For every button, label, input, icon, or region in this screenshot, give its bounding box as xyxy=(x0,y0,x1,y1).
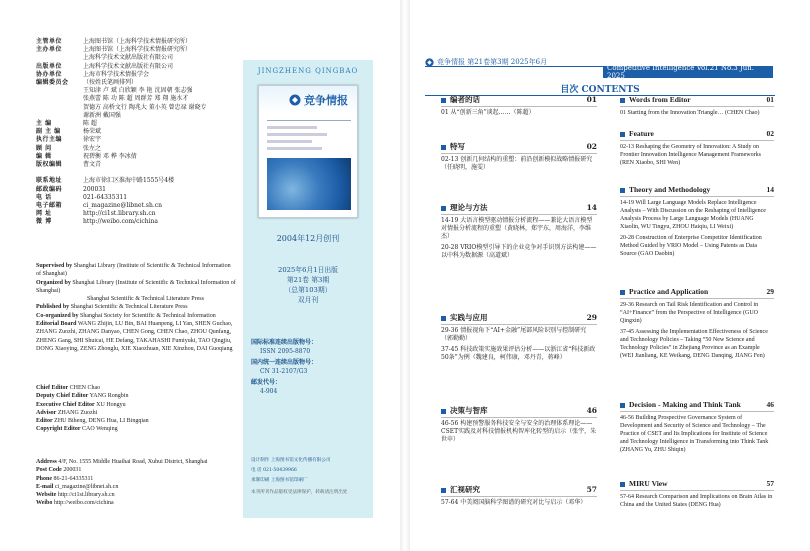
masthead-row xyxy=(36,194,127,202)
masthead-key: 执行主编 xyxy=(36,136,63,144)
masthead-key xyxy=(36,87,83,95)
masthead-en-line xyxy=(36,466,236,474)
masthead-key: 邮政编码 xyxy=(36,185,63,193)
masthead-en-value: CAO Wenqing xyxy=(80,426,118,433)
masthead-en-line xyxy=(36,458,236,466)
section-marker-icon xyxy=(620,132,625,137)
masthead-value: 张燕蕾 陈 功 陈 超 周群芳 郑 翔 施水才 xyxy=(83,95,189,103)
section-marker-icon xyxy=(441,98,446,103)
toc-entry[interactable]: 46-56 Building Prospective Governance System of Development and Security of Science and Technology – The Practice of CSET and Its Implications for Institute of Science and Technology Intelligence in Transforming into Think Tank (ZHANG Yu, ZHU Shiqin) xyxy=(620,415,769,453)
section-marker-icon xyxy=(441,488,446,493)
masthead-en-value: Shanghai Scientific & Technical Literature Press xyxy=(69,304,188,311)
masthead-en-line xyxy=(36,409,236,417)
masthead-row xyxy=(36,218,158,226)
masthead-en-value: Shanghai Library (Institute of Scientific & Technical Information of Shanghai) xyxy=(36,263,231,278)
masthead-value: 上海市徐汇区淮海中路1555号4楼 xyxy=(83,177,175,185)
masthead-row xyxy=(36,38,191,46)
toc-section xyxy=(441,96,597,120)
masthead-row xyxy=(36,54,173,62)
toc-section-title: Decision - Making and Think Tank xyxy=(629,400,741,409)
toc-section-header[interactable] xyxy=(620,288,774,299)
toc-section-header[interactable] xyxy=(620,186,774,197)
toc-section-title: 决策与智库 xyxy=(450,406,488,415)
masthead-key: 编辑委员会 xyxy=(36,79,69,86)
masthead-en-key: Organized by xyxy=(36,279,71,286)
section-marker-icon xyxy=(441,206,446,211)
copyright-note: 本刊所刊作品版权受法律保护，转载请注明出处 xyxy=(251,490,348,495)
cn-value: CN 31-2107/G3 xyxy=(260,368,308,375)
masthead-key xyxy=(36,54,83,62)
toc-section-page: 02 xyxy=(766,129,774,138)
toc-entry[interactable]: 29-36 Research on Tail Risk Identification and Control in “AI+Finance” from the Perspective of Intelligence (GUO Qingxin) xyxy=(620,302,759,324)
masthead-en-value: Shanghai Library (Institute of Scientific & Technical Information of Shanghai) xyxy=(36,279,236,294)
masthead-en-value: Shanghai Scientific & Technical Literature Press xyxy=(87,296,204,303)
masthead-key: 副 主 编 xyxy=(36,128,61,136)
masthead-value: http://weibo.com/cichina xyxy=(83,218,158,226)
toc-section-page: 57 xyxy=(766,479,774,488)
masthead-en-value: YANG Rongbin xyxy=(88,393,129,400)
toc-section-header[interactable] xyxy=(620,96,774,107)
toc-section-header[interactable] xyxy=(441,486,597,497)
masthead-en-line xyxy=(36,279,236,296)
masthead-en-line xyxy=(36,491,236,499)
masthead-key: 协办单位 xyxy=(36,70,63,78)
section-marker-icon xyxy=(620,290,625,295)
masthead-en-line xyxy=(36,401,236,409)
post-value: 4-904 xyxy=(260,388,278,395)
masthead-en-value: ZHU Biheng, DENG Hua, LI Bingqian xyxy=(52,418,149,425)
toc-entry[interactable]: 37-45 科技政策实施效果评估分析——以浙江省“科技新政50条”为例（魏建良，柯伟康，邓丹青，蒋峰） xyxy=(441,346,596,361)
masthead-key xyxy=(36,104,83,112)
printer-credit: 承制印刷 上海图书馆印刷厂 xyxy=(251,478,308,483)
toc-entry[interactable]: 57-64 Research Comparison and Implications on Brain Atlas in China and the United States (DENG Hua) xyxy=(620,494,773,508)
toc-section-header[interactable] xyxy=(441,407,597,418)
masthead-en-line xyxy=(36,384,236,392)
masthead-en-line xyxy=(36,295,236,303)
masthead-en-key: Weibo xyxy=(36,500,53,507)
masthead-row xyxy=(36,79,137,87)
journal-header-cn xyxy=(425,58,600,66)
toc-section-header[interactable] xyxy=(620,401,774,412)
toc-entry[interactable]: 20-28 Construction of Enterprise Competitor Identification Method Guided by VRIO Model – Using Patents as Data Source (GAO Daobin) xyxy=(620,235,762,257)
masthead-value: 上海科学技术文献出版社有限公司 xyxy=(83,62,174,70)
toc-section xyxy=(441,314,597,365)
masthead-row xyxy=(36,71,149,79)
toc-section-page: 46 xyxy=(586,406,597,415)
cover-image xyxy=(258,85,358,218)
masthead-en-line xyxy=(36,417,236,425)
masthead-en-key: Editor xyxy=(36,418,53,425)
masthead-value: 谢新洲 戴国强 xyxy=(83,111,121,119)
toc-section-title: 汇视研究 xyxy=(450,485,480,494)
toc-section-title: Practice and Application xyxy=(629,287,709,296)
toc-section-page: 14 xyxy=(586,203,597,212)
masthead-row xyxy=(36,104,207,112)
masthead-en-line xyxy=(36,483,236,491)
toc-section-title: 编者的话 xyxy=(450,95,480,104)
toc-entry[interactable]: 46-56 构建预警服务科技安全与安全的治理体系理论——CSET实践及对科技情报机构智库化转型的启示（张宇，朱世申） xyxy=(441,420,597,443)
masthead-value: ci_magazine@libnet.sh.cn xyxy=(83,202,162,209)
masthead-en-key: Advisor xyxy=(36,409,57,416)
masthead-value: 上海市科学技术情报学会 xyxy=(83,70,150,78)
toc-section-title: MIRU View xyxy=(629,479,668,488)
toc-entry[interactable]: 29-36 情报视角下“AI+金融”尾部风险识别与控制研究（郭勤勤） xyxy=(441,327,587,342)
masthead-en-line xyxy=(36,320,236,353)
masthead-en-key: Phone xyxy=(36,475,53,482)
toc-section-title: 理论与方法 xyxy=(450,203,488,212)
section-marker-icon xyxy=(620,482,625,487)
toc-entry[interactable]: 02-13 Reshaping the Geometry of Innovation: A Study on Frontier Innovation Intelligence Management Frameworks (REN Xiaobo, SHI Wen) xyxy=(620,144,761,166)
masthead-en-value: 200031 xyxy=(61,467,82,474)
masthead-key: 主 编 xyxy=(36,120,52,127)
toc-section-title: 特写 xyxy=(450,142,465,151)
journal-title-en: Competitive Intelligence Vol.21 No.3 Jun. 2025 xyxy=(607,64,755,80)
masthead-en-line xyxy=(36,262,236,279)
masthead-value: 贺德方 高桥文行 陶兆大 董小英 曾忠禄 谢晓专 xyxy=(83,103,207,111)
masthead-en-key: Chief Editor xyxy=(36,385,69,391)
toc-section-title: Theory and Methodology xyxy=(629,185,711,194)
masthead-row xyxy=(36,95,188,103)
masthead-row xyxy=(36,145,101,153)
masthead-row xyxy=(36,120,97,128)
toc-entry[interactable]: 57-64 中美阅国脑科学图谱的研究对比与启示（邓华） xyxy=(441,499,587,506)
toc-section-header[interactable] xyxy=(441,314,597,325)
toc-section xyxy=(620,480,774,512)
masthead-en-value: CHEN Chao xyxy=(68,385,101,391)
masthead-en-line xyxy=(36,475,236,483)
masthead-en-key: Website xyxy=(36,492,57,499)
toc-section xyxy=(620,288,774,363)
masthead-key: 电 话 xyxy=(36,193,52,201)
volume-issue: 第21卷 第3期 xyxy=(286,276,330,284)
masthead-en-value: http://ci1st.library.sh.cn xyxy=(56,492,115,499)
toc-section-title: Feature xyxy=(629,129,654,138)
masthead-en-key: E-mail xyxy=(36,483,54,490)
toc-section-page: 02 xyxy=(586,142,597,151)
masthead-en-line xyxy=(36,425,236,433)
design-phone: 电 话 021-50439966 xyxy=(251,468,297,473)
toc-section-header[interactable] xyxy=(441,96,597,107)
masthead-key: 编 辑 xyxy=(36,152,52,160)
masthead-value: 陈 超 xyxy=(83,120,97,127)
masthead-en-key: Copyright Editor xyxy=(36,426,81,433)
masthead-en-key: Deputy Chief Editor xyxy=(36,393,89,400)
issn-label: 国际标准连续出版物号： xyxy=(251,339,318,346)
masthead-key: 版权编辑 xyxy=(36,161,63,168)
masthead-en-value: http://weibo.com/cichina xyxy=(52,500,114,507)
masthead-row xyxy=(36,210,156,218)
logo-icon xyxy=(289,94,301,106)
masthead-en-value: ZHANG Zuozhi xyxy=(56,409,98,416)
issn-value: ISSN 2095-8870 xyxy=(260,348,311,355)
masthead-row xyxy=(36,177,174,185)
toc-entry[interactable]: 14-19 大语言模型驱动情报分析流程——兼论大语言模型对情报分析流程的重塑（黄晓林，郑宇东，周海洋，李维杰） xyxy=(441,217,593,240)
toc-section-header[interactable] xyxy=(620,480,774,491)
masthead-key: 主管单位 xyxy=(36,38,63,45)
masthead-value: 祝碧衡 邓 桦 李冰倩 xyxy=(83,152,137,160)
book-spine xyxy=(400,0,410,551)
toc-entry[interactable]: 02-13 创新几何结构的重塑：前沿创新模拟战略情报研究（任晓明，施雯） xyxy=(441,156,593,171)
masthead-value: 王知津 卢 斌 白欣颖 李 艳 沈固朝 张志强 xyxy=(83,87,193,95)
masthead-value: 曹文青 xyxy=(83,161,102,168)
toc-section xyxy=(441,204,597,263)
section-marker-icon xyxy=(441,145,446,150)
toc-section-page: 14 xyxy=(766,185,774,194)
cover-title: 竞争情报 xyxy=(304,93,348,107)
masthead-en-line xyxy=(36,303,236,311)
masthead-key: 顾 问 xyxy=(36,144,52,152)
masthead-value: （按姓氏笔画排列） xyxy=(83,79,138,86)
toc-section-title: Words from Editor xyxy=(629,95,691,104)
toc-section xyxy=(441,143,597,175)
toc-section xyxy=(441,486,597,510)
founded-date: 2004年12月创刊 xyxy=(276,234,340,243)
masthead-en-key: Address xyxy=(36,459,57,465)
section-marker-icon xyxy=(441,316,446,321)
journal-header-en xyxy=(603,66,773,78)
masthead-en-line xyxy=(36,312,236,320)
masthead-row xyxy=(36,161,101,169)
masthead-en-key: Executive Chief Editor xyxy=(36,401,95,408)
masthead-en-key: Post Code xyxy=(36,467,62,474)
masthead-key: 主办单位 xyxy=(36,46,63,54)
toc-section xyxy=(441,407,597,447)
cn-label: 国内统一连续出版物号： xyxy=(251,359,318,366)
toc-section xyxy=(620,186,774,261)
masthead-en-value: 86-21-64335311 xyxy=(52,475,94,482)
masthead-row xyxy=(36,186,106,194)
masthead-en-value: 4/F, No. 1555 Middle Huaihai Road, Xuhui District, Shanghai xyxy=(56,459,208,465)
masthead-key xyxy=(36,95,83,103)
masthead-row xyxy=(36,153,137,161)
toc-section xyxy=(620,401,774,457)
masthead-value: 200031 xyxy=(83,185,106,193)
design-credit: 设计制作 上海图书馆文化传播有限公司 xyxy=(251,458,331,463)
total-issue: （总第103期） xyxy=(284,286,332,294)
toc-entry[interactable]: 01 Starting from the Innovation Triangle… (CHEN Chao) xyxy=(620,110,760,116)
contents-title: 目次 CONTENTS xyxy=(560,85,640,95)
masthead-en-key: Published by xyxy=(36,304,70,311)
masthead-value: 上海科学技术文献出版社有限公司 xyxy=(83,54,174,62)
masthead-en-value: WANG Zhijin, LU Bin, BAI Huanpeng, LI Yan, SHEN Guchao, ZHANG Zuozhi, ZHANG Danyao, CHEN Gong, CHEN Chao, ZHOU Qunfang, ZHENG Gang, SHI Shuicai, HE Defang, TAKAHASHI Fumiyuki, TAO Qingjiu, DONG Xiaoying, ZENG Zhonglu, XIE Xiaozhuan, XIE Xinzhou, DAI Guoqiang xyxy=(36,321,233,352)
masthead-value: 021-64335311 xyxy=(83,193,128,201)
journal-title-cn: 竞争情报 第21卷第3期 2025年6月 xyxy=(437,58,548,66)
toc-section-header[interactable] xyxy=(441,204,597,215)
masthead-en-value: ci_magazine@libnet.sh.cn xyxy=(53,483,119,490)
masthead-value: 杨荣斌 xyxy=(83,128,102,136)
masthead-english xyxy=(36,262,236,353)
masthead-row xyxy=(36,202,162,210)
masthead-value: 上海图书馆（上海科学技术情报研究所） xyxy=(83,38,192,45)
masthead-row xyxy=(36,136,101,144)
toc-section-header[interactable] xyxy=(441,143,597,154)
toc-entry[interactable]: 20-28 VRIO模型引导下的企业竞争对手识别方法构建——以中科为数据源（高道斌） xyxy=(441,244,597,259)
cover-logo xyxy=(289,94,348,106)
toc-entry[interactable]: 37-45 Assessing the Implementation Effectiveness of Science and Technology Policies – Taking “50 New Science and Technology Policies” in Zhejiang Province as an Example (WEI Jianliang, KE Weikang, DENG Danqing, JIANG Fen) xyxy=(620,329,768,359)
cover-artwork xyxy=(267,158,351,210)
toc-section-page: 46 xyxy=(766,400,774,409)
masthead-key: 出版单位 xyxy=(36,62,63,70)
section-marker-icon xyxy=(620,188,625,193)
toc-section xyxy=(620,130,774,170)
masthead-value: http://ci1st.library.sh.cn xyxy=(83,210,156,218)
frequency: 双月刊 xyxy=(297,296,319,304)
masthead-key: 网 址 xyxy=(36,210,52,218)
toc-section-page: 57 xyxy=(586,485,597,494)
toc-section-page: 29 xyxy=(766,287,774,296)
publish-date: 2025年6月1日出版 xyxy=(278,266,338,274)
toc-section-header[interactable] xyxy=(620,130,774,141)
masthead-en-line xyxy=(36,392,236,400)
masthead-key xyxy=(36,112,83,120)
cover-pinyin: JINGZHENG QINGBAO xyxy=(257,67,359,75)
masthead-row xyxy=(36,112,121,120)
toc-entry[interactable]: 01 从“创新三角”谈起……（陈超） xyxy=(441,109,535,116)
masthead-value: 张左之 xyxy=(83,144,102,152)
masthead-value: 徐宏宇 xyxy=(83,136,102,144)
section-marker-icon xyxy=(441,409,446,414)
masthead-row xyxy=(36,63,173,71)
post-label: 邮发代号： xyxy=(251,379,282,386)
masthead-key: 微 博 xyxy=(36,218,52,226)
toc-section-page: 29 xyxy=(586,313,597,322)
section-marker-icon xyxy=(620,98,625,103)
toc-section-page: 01 xyxy=(586,95,597,104)
toc-section-page: 01 xyxy=(766,95,774,104)
masthead-en-value: Shanghai Society for Scientific & Technical Information xyxy=(78,312,216,319)
masthead-english-editors xyxy=(36,384,236,434)
masthead-english-contact xyxy=(36,458,236,508)
masthead-en-key: Editorial Board xyxy=(36,321,77,328)
masthead-en-line xyxy=(36,499,236,507)
masthead-en-value: XU Hongyu xyxy=(94,401,126,408)
toc-section xyxy=(620,96,774,120)
masthead-value: 上海图书馆（上海科学技术情报研究所） xyxy=(83,46,192,54)
masthead-en-key: Co-organized by xyxy=(36,312,79,319)
masthead-key: 联系地址 xyxy=(36,177,63,185)
masthead-en-key: Supervised by xyxy=(36,263,73,269)
toc-entry[interactable]: 14-19 Will Large Language Models Replace Intelligence Analysts – With Discussion on the Reshaping of Intelligence Analysis Process by Large Language Models (HUANG Xiaolin, WU Tingyu, ZHOU Haiqiu, LI Weixi) xyxy=(620,200,766,230)
section-marker-icon xyxy=(620,403,625,408)
toc-section-title: 实践与应用 xyxy=(450,313,488,322)
masthead-key: 电子邮箱 xyxy=(36,202,63,209)
